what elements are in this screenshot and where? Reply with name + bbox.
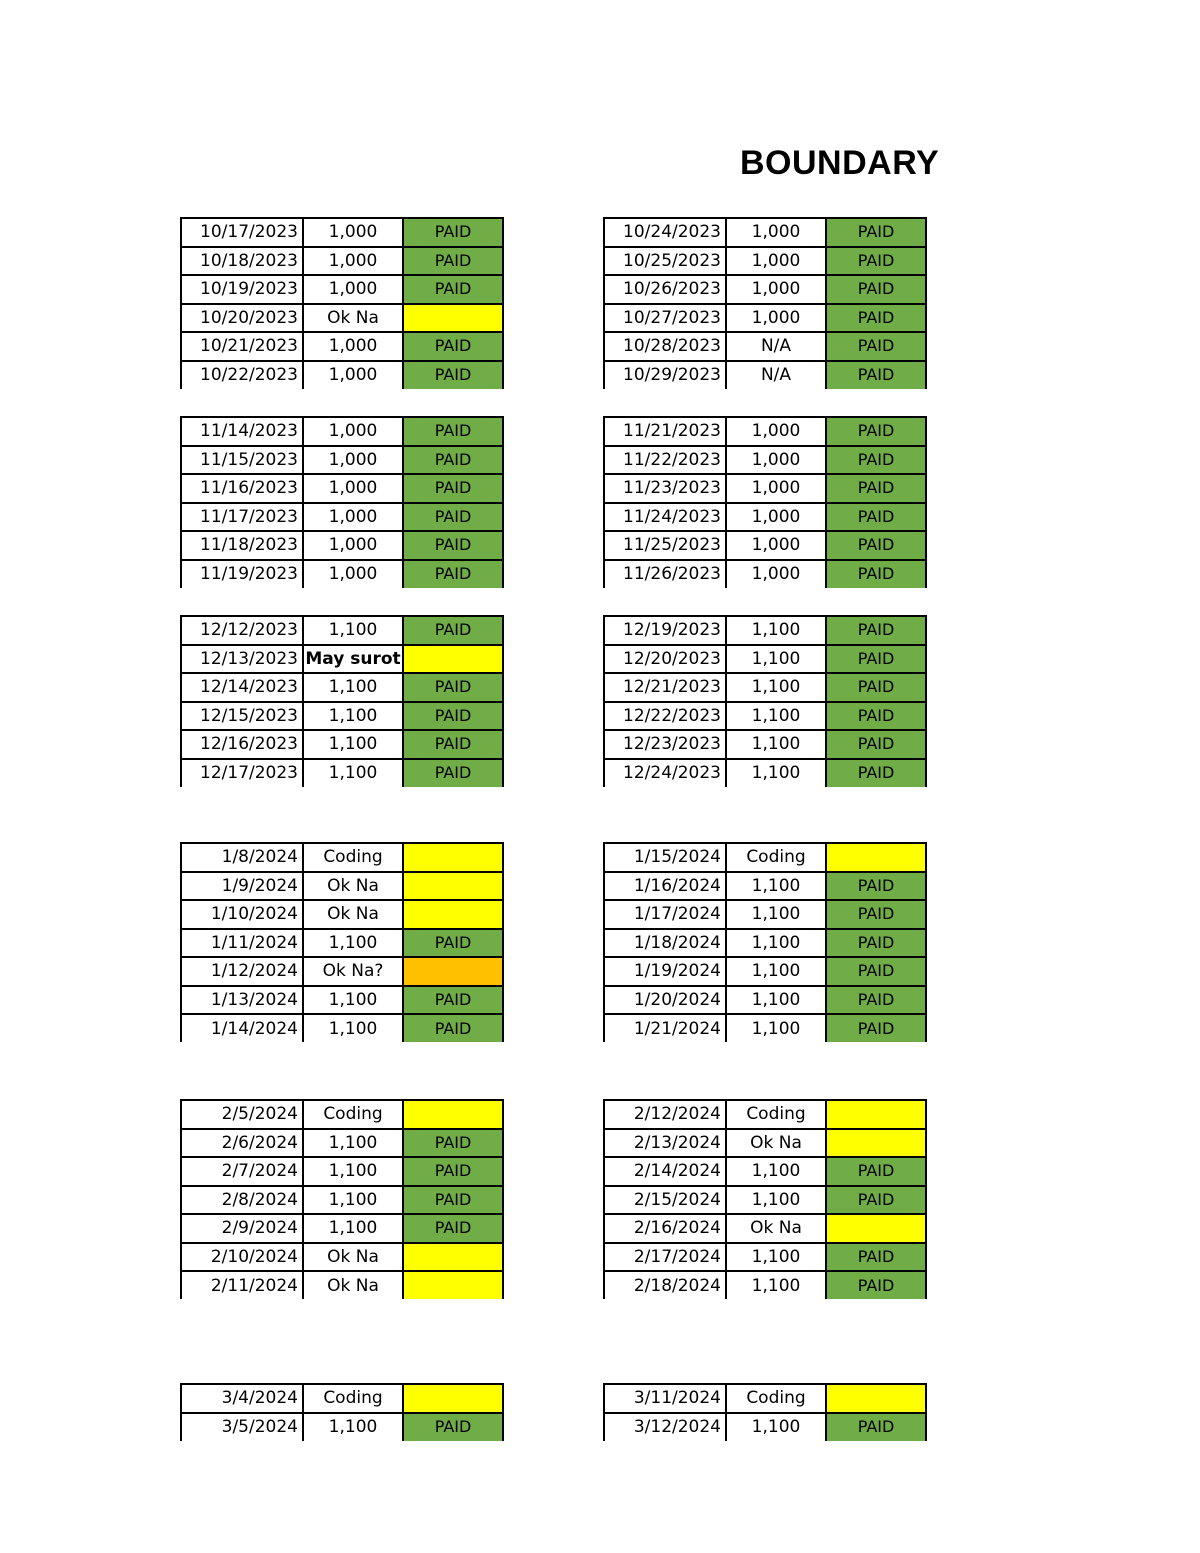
amount-cell: 1,000 bbox=[726, 417, 826, 446]
status-cell: PAID bbox=[826, 616, 926, 645]
payment-block-left bbox=[180, 1383, 504, 1441]
status-cell: PAID bbox=[826, 900, 926, 929]
amount-cell: Ok Na bbox=[303, 1271, 403, 1299]
amount-cell: Coding bbox=[303, 1384, 403, 1413]
amount-cell: 1,000 bbox=[303, 531, 403, 560]
date-cell: 12/12/2023 bbox=[181, 616, 303, 645]
date-cell: 10/29/2023 bbox=[604, 361, 726, 389]
status-cell: PAID bbox=[826, 1271, 926, 1299]
date-cell: 1/15/2024 bbox=[604, 843, 726, 872]
amount-cell: 1,100 bbox=[303, 673, 403, 702]
status-cell: PAID bbox=[826, 474, 926, 503]
status-cell: PAID bbox=[403, 616, 503, 645]
table-row bbox=[181, 304, 503, 333]
amount-cell: 1,100 bbox=[303, 1214, 403, 1243]
status-cell: PAID bbox=[403, 531, 503, 560]
date-cell: 12/22/2023 bbox=[604, 702, 726, 731]
amount-cell: May surot bbox=[303, 645, 403, 674]
date-cell: 10/25/2023 bbox=[604, 247, 726, 276]
date-cell: 10/27/2023 bbox=[604, 304, 726, 333]
status-cell: PAID bbox=[826, 730, 926, 759]
status-cell: PAID bbox=[403, 986, 503, 1015]
date-cell: 11/16/2023 bbox=[181, 474, 303, 503]
status-cell bbox=[403, 645, 503, 674]
amount-cell: 1,000 bbox=[303, 503, 403, 532]
amount-cell: 1,000 bbox=[303, 446, 403, 475]
table-row bbox=[604, 275, 926, 304]
date-cell: 1/13/2024 bbox=[181, 986, 303, 1015]
status-cell: PAID bbox=[403, 332, 503, 361]
status-cell bbox=[403, 900, 503, 929]
status-cell: PAID bbox=[403, 1413, 503, 1441]
date-cell: 1/17/2024 bbox=[604, 900, 726, 929]
table-row bbox=[604, 702, 926, 731]
date-cell: 10/19/2023 bbox=[181, 275, 303, 304]
amount-cell: Coding bbox=[303, 843, 403, 872]
amount-cell: 1,100 bbox=[726, 1243, 826, 1272]
date-cell: 3/5/2024 bbox=[181, 1413, 303, 1441]
status-cell: PAID bbox=[403, 218, 503, 247]
amount-cell: 1,000 bbox=[726, 446, 826, 475]
date-cell: 2/14/2024 bbox=[604, 1157, 726, 1186]
date-cell: 3/4/2024 bbox=[181, 1384, 303, 1413]
status-cell: PAID bbox=[826, 275, 926, 304]
table-row bbox=[604, 1014, 926, 1042]
table-row bbox=[604, 957, 926, 986]
date-cell: 2/7/2024 bbox=[181, 1157, 303, 1186]
amount-cell: 1,100 bbox=[726, 730, 826, 759]
date-cell: 2/15/2024 bbox=[604, 1186, 726, 1215]
amount-cell: 1,100 bbox=[303, 702, 403, 731]
table-row bbox=[181, 900, 503, 929]
amount-cell: 1,000 bbox=[303, 275, 403, 304]
page-title: BOUNDARY bbox=[740, 144, 940, 182]
amount-cell: 1,100 bbox=[726, 1157, 826, 1186]
amount-cell: Coding bbox=[726, 1100, 826, 1129]
status-cell: PAID bbox=[826, 417, 926, 446]
amount-cell: Coding bbox=[303, 1100, 403, 1129]
payment-block-left bbox=[180, 416, 504, 588]
table-row bbox=[181, 1014, 503, 1042]
status-cell bbox=[403, 1243, 503, 1272]
status-cell: PAID bbox=[826, 1157, 926, 1186]
date-cell: 12/24/2023 bbox=[604, 759, 726, 787]
table-row bbox=[604, 1214, 926, 1243]
table-row bbox=[181, 730, 503, 759]
amount-cell: 1,100 bbox=[726, 645, 826, 674]
date-cell: 12/15/2023 bbox=[181, 702, 303, 731]
status-cell: PAID bbox=[826, 759, 926, 787]
status-cell: PAID bbox=[826, 446, 926, 475]
table-row bbox=[181, 702, 503, 731]
date-cell: 1/19/2024 bbox=[604, 957, 726, 986]
amount-cell: 1,100 bbox=[303, 759, 403, 787]
payment-block-right bbox=[603, 1383, 927, 1441]
status-cell: PAID bbox=[403, 446, 503, 475]
status-cell: PAID bbox=[403, 417, 503, 446]
status-cell bbox=[826, 1129, 926, 1158]
table-row bbox=[181, 759, 503, 787]
table-row bbox=[604, 1157, 926, 1186]
status-cell bbox=[826, 1214, 926, 1243]
status-cell: PAID bbox=[826, 332, 926, 361]
status-cell bbox=[403, 304, 503, 333]
date-cell: 11/17/2023 bbox=[181, 503, 303, 532]
table-row bbox=[181, 474, 503, 503]
table-row bbox=[181, 218, 503, 247]
date-cell: 11/15/2023 bbox=[181, 446, 303, 475]
amount-cell: 1,100 bbox=[726, 616, 826, 645]
status-cell: PAID bbox=[826, 503, 926, 532]
table-row bbox=[181, 1214, 503, 1243]
amount-cell: 1,000 bbox=[303, 247, 403, 276]
amount-cell: 1,100 bbox=[303, 929, 403, 958]
table-row bbox=[181, 872, 503, 901]
payment-block-right bbox=[603, 1099, 927, 1299]
date-cell: 2/16/2024 bbox=[604, 1214, 726, 1243]
table-row bbox=[604, 332, 926, 361]
amount-cell: Ok Na bbox=[303, 872, 403, 901]
table-row bbox=[181, 1271, 503, 1299]
amount-cell: 1,100 bbox=[726, 957, 826, 986]
amount-cell: 1,100 bbox=[726, 673, 826, 702]
table-row bbox=[604, 560, 926, 588]
table-row bbox=[181, 1186, 503, 1215]
date-cell: 1/21/2024 bbox=[604, 1014, 726, 1042]
table-row bbox=[181, 986, 503, 1015]
amount-cell: 1,000 bbox=[726, 503, 826, 532]
date-cell: 2/9/2024 bbox=[181, 1214, 303, 1243]
payment-block-right bbox=[603, 842, 927, 1042]
table-row bbox=[604, 446, 926, 475]
amount-cell: Ok Na bbox=[303, 304, 403, 333]
date-cell: 1/8/2024 bbox=[181, 843, 303, 872]
status-cell: PAID bbox=[403, 1157, 503, 1186]
status-cell: PAID bbox=[403, 673, 503, 702]
date-cell: 11/21/2023 bbox=[604, 417, 726, 446]
table-row bbox=[604, 304, 926, 333]
amount-cell: 1,100 bbox=[726, 1014, 826, 1042]
date-cell: 11/25/2023 bbox=[604, 531, 726, 560]
date-cell: 11/19/2023 bbox=[181, 560, 303, 588]
amount-cell: 1,100 bbox=[303, 616, 403, 645]
date-cell: 12/13/2023 bbox=[181, 645, 303, 674]
table-row bbox=[604, 986, 926, 1015]
payment-block-right bbox=[603, 416, 927, 588]
table-row bbox=[604, 645, 926, 674]
table-row bbox=[181, 332, 503, 361]
table-row bbox=[604, 417, 926, 446]
date-cell: 2/6/2024 bbox=[181, 1129, 303, 1158]
date-cell: 2/11/2024 bbox=[181, 1271, 303, 1299]
amount-cell: 1,100 bbox=[303, 1157, 403, 1186]
status-cell: PAID bbox=[403, 560, 503, 588]
table-row bbox=[604, 730, 926, 759]
table-row bbox=[181, 417, 503, 446]
status-cell bbox=[826, 1384, 926, 1413]
date-cell: 10/22/2023 bbox=[181, 361, 303, 389]
date-cell: 10/28/2023 bbox=[604, 332, 726, 361]
payment-block-right bbox=[603, 217, 927, 389]
status-cell: PAID bbox=[826, 1413, 926, 1441]
payment-block-right bbox=[603, 615, 927, 787]
table-row bbox=[181, 645, 503, 674]
status-cell: PAID bbox=[826, 929, 926, 958]
amount-cell: 1,100 bbox=[303, 1129, 403, 1158]
status-cell: PAID bbox=[826, 1014, 926, 1042]
table-row bbox=[604, 474, 926, 503]
date-cell: 12/17/2023 bbox=[181, 759, 303, 787]
date-cell: 11/18/2023 bbox=[181, 531, 303, 560]
date-cell: 11/22/2023 bbox=[604, 446, 726, 475]
date-cell: 10/20/2023 bbox=[181, 304, 303, 333]
table-row bbox=[604, 673, 926, 702]
amount-cell: 1,100 bbox=[303, 1014, 403, 1042]
status-cell: PAID bbox=[826, 1186, 926, 1215]
date-cell: 2/13/2024 bbox=[604, 1129, 726, 1158]
status-cell bbox=[403, 1271, 503, 1299]
table-row bbox=[181, 275, 503, 304]
status-cell: PAID bbox=[403, 275, 503, 304]
table-row bbox=[181, 560, 503, 588]
status-cell: PAID bbox=[826, 361, 926, 389]
amount-cell: 1,000 bbox=[303, 560, 403, 588]
status-cell: PAID bbox=[403, 1014, 503, 1042]
date-cell: 12/23/2023 bbox=[604, 730, 726, 759]
amount-cell: 1,100 bbox=[726, 702, 826, 731]
date-cell: 2/18/2024 bbox=[604, 1271, 726, 1299]
status-cell: PAID bbox=[403, 1129, 503, 1158]
table-row bbox=[181, 1100, 503, 1129]
table-row bbox=[604, 218, 926, 247]
amount-cell: 1,000 bbox=[303, 361, 403, 389]
table-row bbox=[181, 1243, 503, 1272]
payment-block-left bbox=[180, 615, 504, 787]
status-cell: PAID bbox=[826, 218, 926, 247]
amount-cell: Coding bbox=[726, 1384, 826, 1413]
table-row bbox=[181, 957, 503, 986]
amount-cell: Ok Na bbox=[303, 900, 403, 929]
status-cell: PAID bbox=[403, 247, 503, 276]
amount-cell: 1,100 bbox=[726, 929, 826, 958]
table-row bbox=[604, 1243, 926, 1272]
amount-cell: 1,000 bbox=[726, 474, 826, 503]
status-cell: PAID bbox=[826, 872, 926, 901]
date-cell: 11/23/2023 bbox=[604, 474, 726, 503]
table-row bbox=[604, 872, 926, 901]
date-cell: 12/14/2023 bbox=[181, 673, 303, 702]
status-cell bbox=[403, 843, 503, 872]
table-row bbox=[604, 1413, 926, 1441]
status-cell bbox=[826, 843, 926, 872]
table-row bbox=[604, 843, 926, 872]
date-cell: 2/8/2024 bbox=[181, 1186, 303, 1215]
amount-cell: 1,100 bbox=[726, 900, 826, 929]
date-cell: 1/18/2024 bbox=[604, 929, 726, 958]
status-cell: PAID bbox=[403, 730, 503, 759]
date-cell: 11/14/2023 bbox=[181, 417, 303, 446]
status-cell bbox=[403, 1100, 503, 1129]
table-row bbox=[181, 843, 503, 872]
table-row bbox=[181, 531, 503, 560]
amount-cell: 1,100 bbox=[303, 1186, 403, 1215]
status-cell: PAID bbox=[403, 929, 503, 958]
date-cell: 1/9/2024 bbox=[181, 872, 303, 901]
amount-cell: 1,000 bbox=[303, 474, 403, 503]
amount-cell: 1,000 bbox=[303, 417, 403, 446]
table-row bbox=[181, 673, 503, 702]
status-cell: PAID bbox=[403, 361, 503, 389]
date-cell: 2/10/2024 bbox=[181, 1243, 303, 1272]
payment-block-left bbox=[180, 1099, 504, 1299]
status-cell: PAID bbox=[403, 759, 503, 787]
amount-cell: 1,100 bbox=[726, 1271, 826, 1299]
status-cell: PAID bbox=[403, 503, 503, 532]
status-cell: PAID bbox=[403, 474, 503, 503]
date-cell: 1/20/2024 bbox=[604, 986, 726, 1015]
date-cell: 12/19/2023 bbox=[604, 616, 726, 645]
table-row bbox=[604, 1384, 926, 1413]
amount-cell: 1,000 bbox=[726, 531, 826, 560]
amount-cell: 1,000 bbox=[726, 560, 826, 588]
amount-cell: 1,100 bbox=[726, 1186, 826, 1215]
status-cell: PAID bbox=[826, 957, 926, 986]
date-cell: 11/26/2023 bbox=[604, 560, 726, 588]
amount-cell: N/A bbox=[726, 361, 826, 389]
table-row bbox=[181, 929, 503, 958]
payment-block-left bbox=[180, 842, 504, 1042]
date-cell: 1/14/2024 bbox=[181, 1014, 303, 1042]
amount-cell: Coding bbox=[726, 843, 826, 872]
date-cell: 10/26/2023 bbox=[604, 275, 726, 304]
date-cell: 11/24/2023 bbox=[604, 503, 726, 532]
amount-cell: 1,000 bbox=[726, 275, 826, 304]
table-row bbox=[181, 616, 503, 645]
amount-cell: 1,100 bbox=[726, 986, 826, 1015]
table-row bbox=[604, 361, 926, 389]
table-row bbox=[604, 1271, 926, 1299]
table-row bbox=[604, 616, 926, 645]
date-cell: 12/21/2023 bbox=[604, 673, 726, 702]
table-row bbox=[181, 361, 503, 389]
table-row bbox=[604, 1186, 926, 1215]
table-row bbox=[604, 900, 926, 929]
status-cell: PAID bbox=[826, 1243, 926, 1272]
date-cell: 1/16/2024 bbox=[604, 872, 726, 901]
table-row bbox=[181, 1413, 503, 1441]
table-row bbox=[181, 1129, 503, 1158]
amount-cell: Ok Na bbox=[303, 1243, 403, 1272]
amount-cell: 1,000 bbox=[726, 304, 826, 333]
amount-cell: 1,000 bbox=[303, 332, 403, 361]
table-row bbox=[604, 759, 926, 787]
status-cell: PAID bbox=[826, 560, 926, 588]
amount-cell: 1,100 bbox=[726, 759, 826, 787]
status-cell: PAID bbox=[403, 1214, 503, 1243]
date-cell: 12/20/2023 bbox=[604, 645, 726, 674]
amount-cell: 1,000 bbox=[726, 247, 826, 276]
status-cell: PAID bbox=[826, 247, 926, 276]
table-row bbox=[181, 446, 503, 475]
status-cell: PAID bbox=[826, 645, 926, 674]
status-cell: PAID bbox=[826, 702, 926, 731]
amount-cell: 1,100 bbox=[726, 1413, 826, 1441]
table-row bbox=[604, 1129, 926, 1158]
status-cell bbox=[403, 957, 503, 986]
status-cell: PAID bbox=[826, 673, 926, 702]
table-row bbox=[604, 247, 926, 276]
table-row bbox=[604, 503, 926, 532]
date-cell: 10/18/2023 bbox=[181, 247, 303, 276]
amount-cell: 1,100 bbox=[303, 1413, 403, 1441]
amount-cell: 1,000 bbox=[303, 218, 403, 247]
status-cell: PAID bbox=[826, 531, 926, 560]
status-cell bbox=[826, 1100, 926, 1129]
amount-cell: Ok Na bbox=[726, 1214, 826, 1243]
table-row bbox=[181, 1384, 503, 1413]
amount-cell: 1,000 bbox=[726, 218, 826, 247]
status-cell: PAID bbox=[403, 702, 503, 731]
date-cell: 2/12/2024 bbox=[604, 1100, 726, 1129]
amount-cell: Ok Na bbox=[726, 1129, 826, 1158]
date-cell: 3/12/2024 bbox=[604, 1413, 726, 1441]
date-cell: 2/17/2024 bbox=[604, 1243, 726, 1272]
status-cell: PAID bbox=[403, 1186, 503, 1215]
date-cell: 10/17/2023 bbox=[181, 218, 303, 247]
date-cell: 1/12/2024 bbox=[181, 957, 303, 986]
payment-block-left bbox=[180, 217, 504, 389]
status-cell: PAID bbox=[826, 986, 926, 1015]
amount-cell: 1,100 bbox=[303, 730, 403, 759]
date-cell: 1/10/2024 bbox=[181, 900, 303, 929]
amount-cell: Ok Na? bbox=[303, 957, 403, 986]
table-row bbox=[181, 503, 503, 532]
amount-cell: 1,100 bbox=[726, 872, 826, 901]
amount-cell: 1,100 bbox=[303, 986, 403, 1015]
date-cell: 3/11/2024 bbox=[604, 1384, 726, 1413]
date-cell: 10/24/2023 bbox=[604, 218, 726, 247]
table-row bbox=[604, 929, 926, 958]
date-cell: 1/11/2024 bbox=[181, 929, 303, 958]
date-cell: 2/5/2024 bbox=[181, 1100, 303, 1129]
table-row bbox=[181, 1157, 503, 1186]
date-cell: 12/16/2023 bbox=[181, 730, 303, 759]
table-row bbox=[181, 247, 503, 276]
status-cell: PAID bbox=[826, 304, 926, 333]
table-row bbox=[604, 531, 926, 560]
date-cell: 10/21/2023 bbox=[181, 332, 303, 361]
table-row bbox=[604, 1100, 926, 1129]
amount-cell: N/A bbox=[726, 332, 826, 361]
status-cell bbox=[403, 872, 503, 901]
status-cell bbox=[403, 1384, 503, 1413]
